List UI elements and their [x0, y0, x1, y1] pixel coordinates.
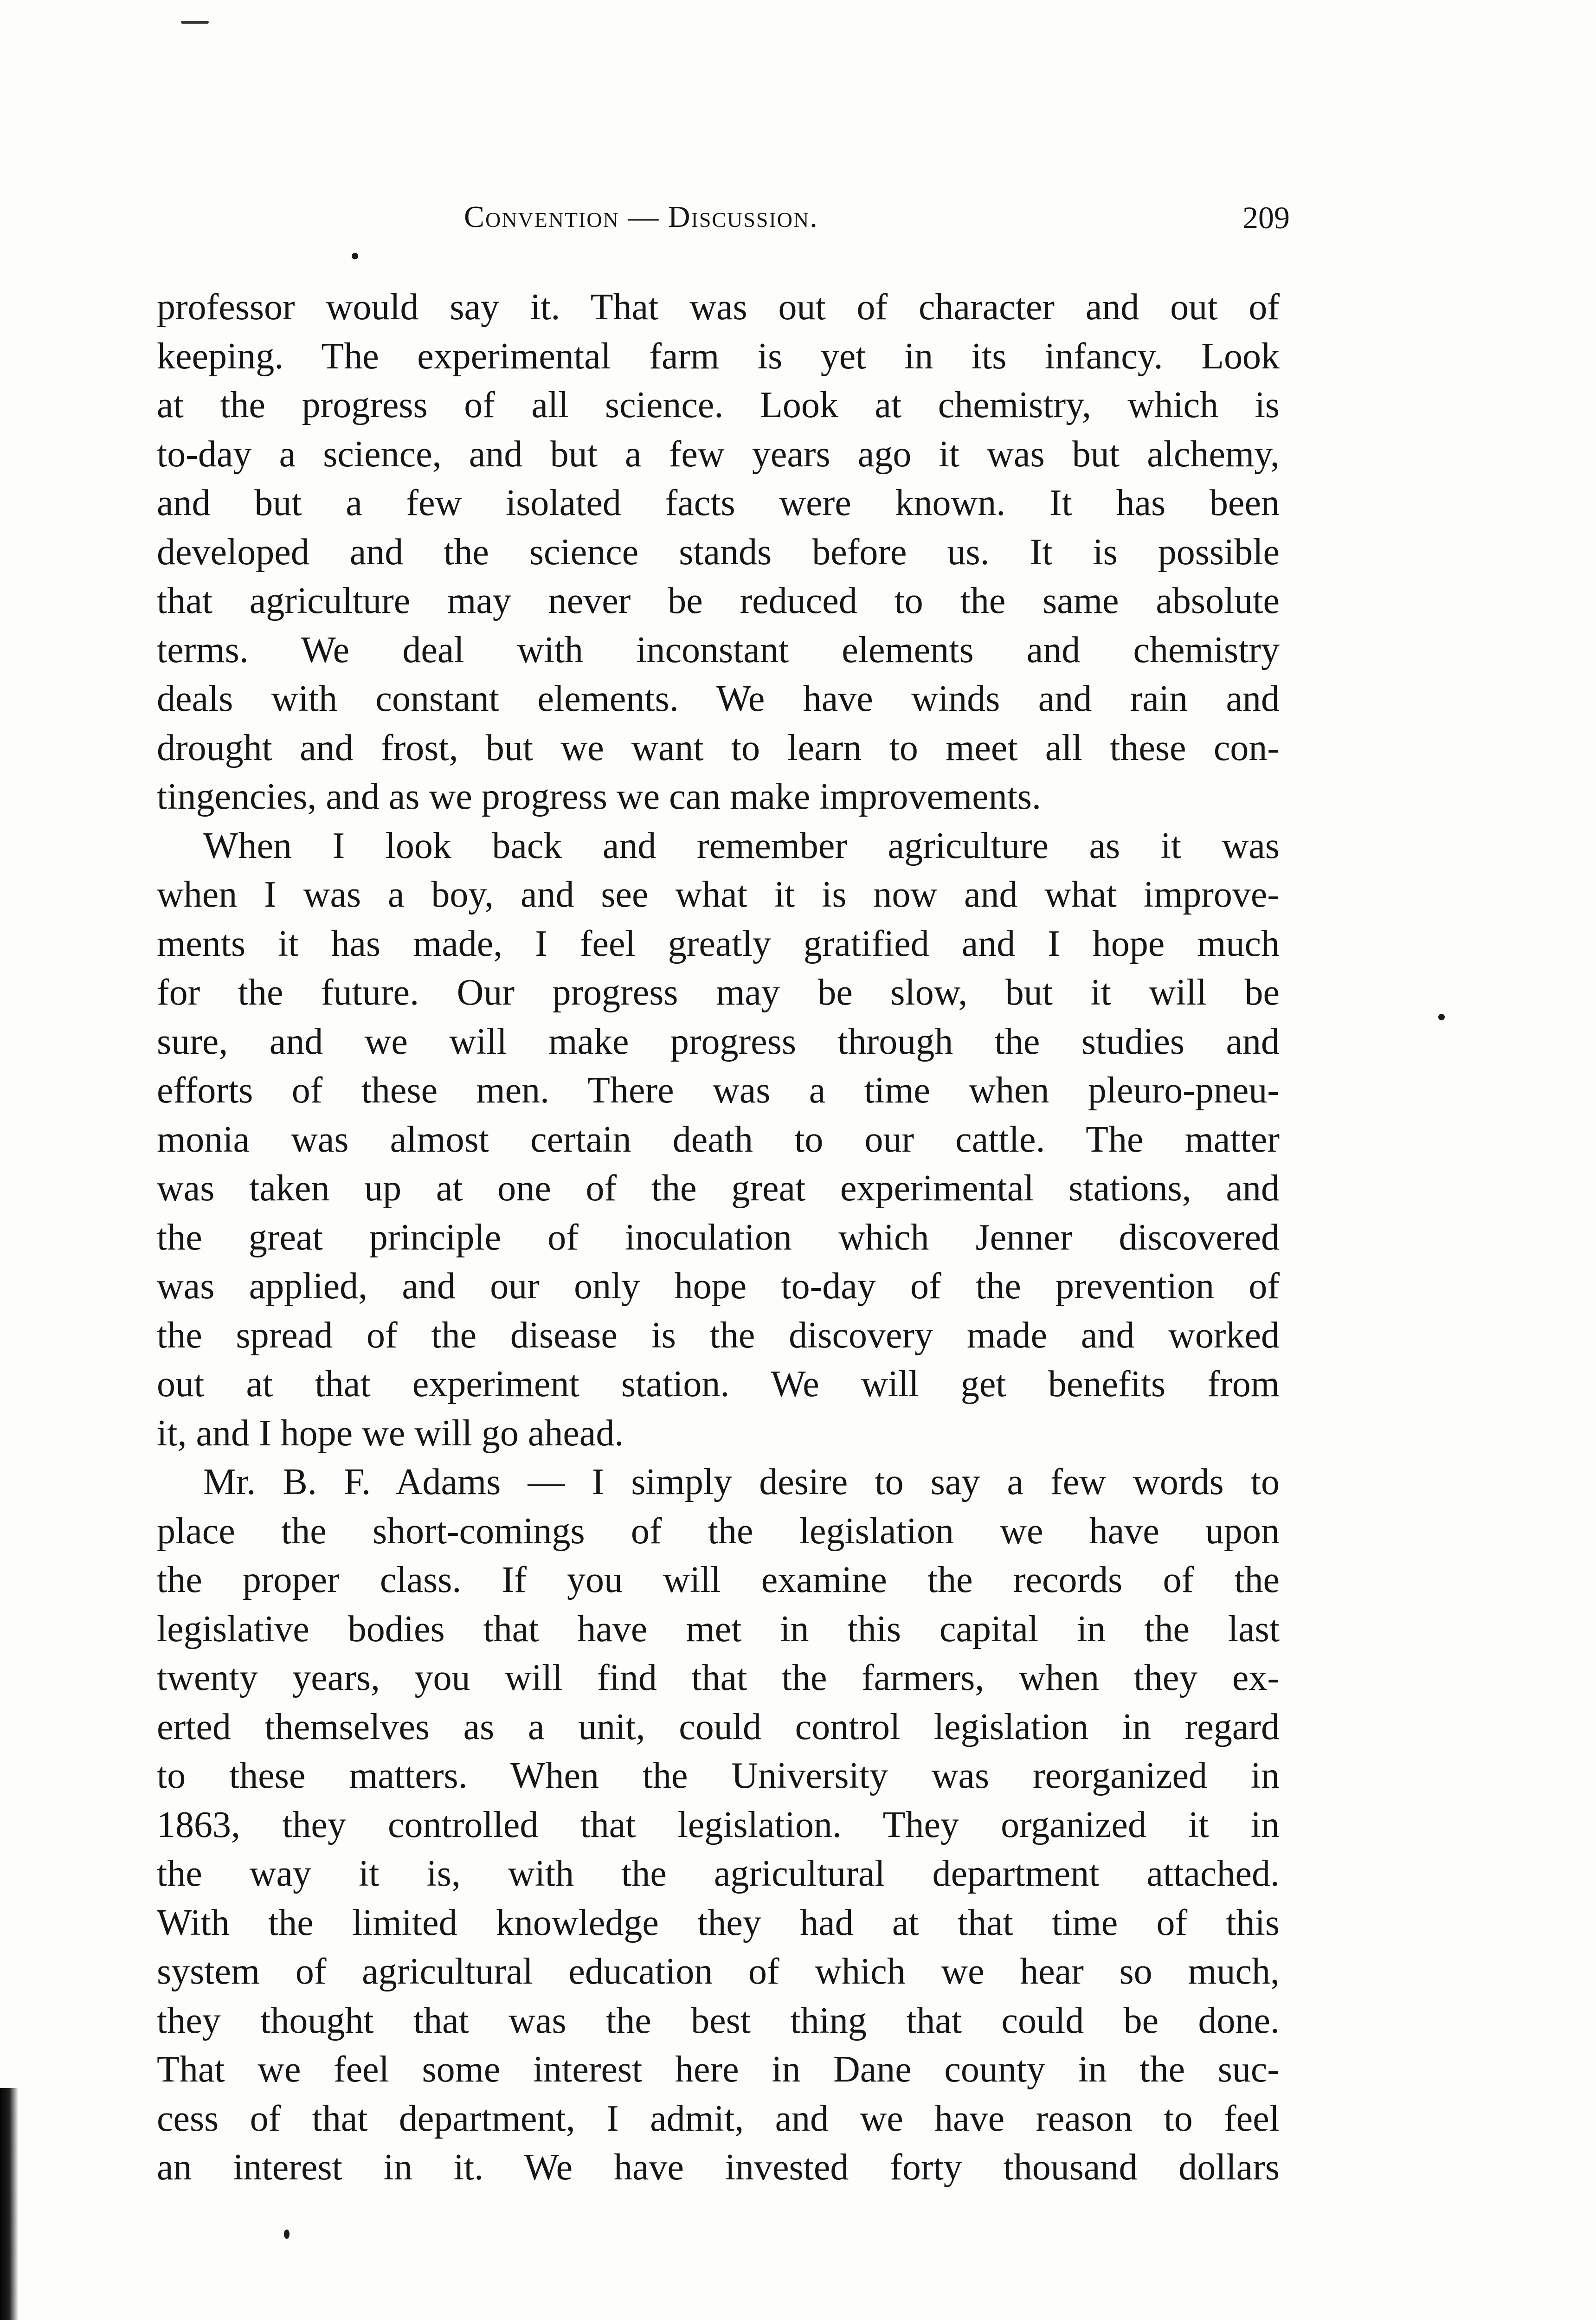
paragraph-2 [157, 822, 1280, 1458]
page-header [464, 200, 1290, 241]
text-line: the proper class. If you will examine the records of the [157, 1560, 1280, 1600]
paragraph-1 [157, 283, 1280, 822]
text-line: the great principle of inoculation which Jenner discovered [157, 1217, 1280, 1258]
text-line: was taken up at one of the great experimental stations, and [157, 1168, 1280, 1209]
text-line: With the limited knowledge they had at that time of this [157, 1902, 1280, 1943]
text-line: the way it is, with the agricultural department attached. [157, 1853, 1280, 1894]
ink-speck [352, 253, 358, 259]
text-line: sure, and we will make progress through the studies and [157, 1021, 1280, 1062]
text-line: ments it has made, I feel greatly gratified and I hope much [157, 923, 1280, 964]
scan-edge-shadow [0, 2088, 19, 2320]
text-line: twenty years, you will find that the farmers, when they ex- [157, 1657, 1280, 1698]
text-line: when I was a boy, and see what it is now and what improve- [157, 874, 1280, 915]
text-line: the spread of the disease is the discovery made and worked [157, 1315, 1280, 1356]
text-line: they thought that was the best thing that could be done. [157, 2000, 1280, 2041]
text-line: at the progress of all science. Look at chemistry, which is [157, 385, 1280, 425]
text-line: That we feel some interest here in Dane county in the suc- [157, 2049, 1280, 2090]
text-line: to-day a science, and but a few years ago it was but alchemy, [157, 433, 1280, 475]
text-line: erted themselves as a unit, could control legislation in regard [157, 1706, 1280, 1747]
text-line: that agriculture may never be reduced to the same absolute [157, 580, 1280, 621]
text-line: cess of that department, I admit, and we have reason to feel [157, 2098, 1280, 2139]
ink-speck [1438, 1014, 1445, 1020]
text-line: was applied, and our only hope to-day of the prevention of [157, 1266, 1280, 1307]
text-line: Mr. B. F. Adams — I simply desire to say a few words to [203, 1462, 1280, 1502]
ink-speck [284, 2230, 290, 2239]
text-line: to these matters. When the University was reorganized in [157, 1755, 1280, 1796]
text-line: 1863, they controlled that legislation. They organized it in [157, 1804, 1280, 1845]
text-line: terms. We deal with inconstant elements and chemistry [157, 629, 1280, 670]
text-line: keeping. The experimental farm is yet in its infancy. Look [157, 335, 1280, 377]
text-line: and but a few isolated facts were known. It has been [157, 483, 1280, 523]
text-line: monia was almost certain death to our cattle. The matter [157, 1119, 1280, 1160]
running-head: Convention — Discussion. [464, 200, 818, 234]
text-line: deals with constant elements. We have winds and rain and [157, 678, 1280, 719]
text-line: developed and the science stands before us. It is possible [157, 531, 1280, 573]
text-line: system of agricultural education of which we hear so much, [157, 1951, 1280, 1992]
text-line: legislative bodies that have met in this capital in the last [157, 1608, 1280, 1650]
page-number: 209 [1242, 200, 1290, 235]
body-text [157, 283, 1280, 2192]
text-line: drought and frost, but we want to learn to meet all these con- [157, 727, 1280, 768]
text-line: When I look back and remember agriculture as it was [203, 825, 1280, 866]
text-line: place the short-comings of the legislation we have upon [157, 1510, 1280, 1552]
paragraph-3 [157, 1458, 1280, 2192]
text-line: an interest in it. We have invested forty thousand dollars [157, 2147, 1280, 2188]
text-line: for the future. Our progress may be slow, but it will be [157, 972, 1280, 1013]
scan-mark [181, 21, 209, 24]
text-line: professor would say it. That was out of character and out of [157, 287, 1280, 328]
text-line: efforts of these men. There was a time when pleuro-pneu- [157, 1070, 1280, 1111]
text-line: tingencies, and as we progress we can make improvements. [157, 776, 1042, 817]
text-line: out at that experiment station. We will get benefits from [157, 1364, 1280, 1405]
text-line: it, and I hope we will go ahead. [157, 1412, 624, 1454]
